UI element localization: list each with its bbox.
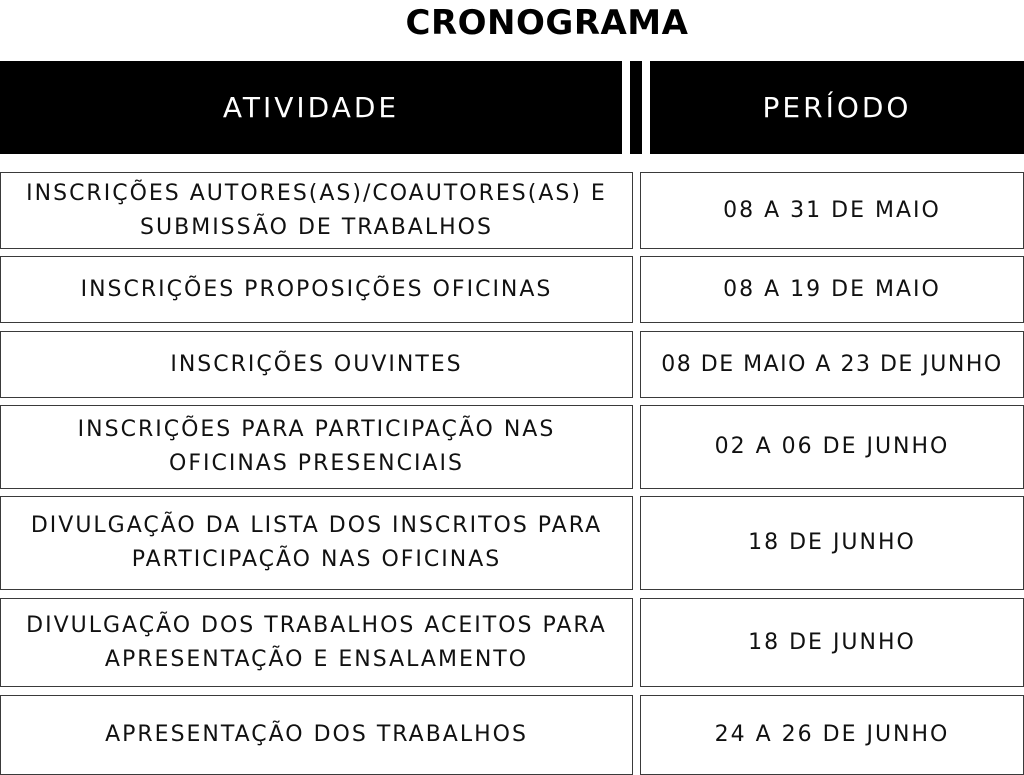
activity-text-line: DIVULGAÇÃO DOS TRABALHOS ACEITOS PARA [26, 612, 607, 638]
activity-text-line: PARTICIPAÇÃO NAS OFICINAS [131, 547, 502, 572]
period-cell [640, 598, 1024, 687]
period-text: 18 DE JUNHO [748, 629, 916, 655]
activity-text-line: APRESENTAÇÃO DOS TRABALHOS [105, 722, 528, 747]
header-period: PERÍODO [650, 61, 1024, 154]
activity-cell [0, 405, 633, 489]
period-cell [640, 405, 1024, 489]
activity-cell [0, 496, 633, 590]
period-cell [640, 172, 1024, 249]
activity-text-line: APRESENTAÇÃO E ENSALAMENTO [104, 646, 529, 672]
activity-cell [0, 331, 633, 398]
period-cell [640, 496, 1024, 590]
period-text: 24 A 26 DE JUNHO [714, 722, 950, 747]
period-text: 08 DE MAIO A 23 DE JUNHO [661, 351, 1003, 377]
activity-text-line: INSCRIÇÕES AUTORES(AS)/COAUTORES(AS) E [26, 180, 607, 206]
period-text: 08 A 19 DE MAIO [723, 276, 941, 302]
activity-cell [0, 695, 633, 775]
period-cell [640, 695, 1024, 775]
activity-cell [0, 172, 633, 249]
activity-cell [0, 256, 633, 323]
page-title: CRONOGRAMA [405, 3, 689, 43]
period-text: 08 A 31 DE MAIO [723, 197, 941, 223]
activity-text-line: INSCRIÇÕES PROPOSIÇÕES OFICINAS [80, 276, 553, 302]
period-cell [640, 256, 1024, 323]
activity-text-line: INSCRIÇÕES PARA PARTICIPAÇÃO NAS [77, 417, 556, 442]
header-activity: ATIVIDADE [0, 61, 622, 154]
activity-text-line: OFICINAS PRESENCIAIS [169, 451, 464, 476]
activity-cell [0, 598, 633, 687]
activity-text-line: SUBMISSÃO DE TRABALHOS [140, 214, 493, 240]
activity-text-line: INSCRIÇÕES OUVINTES [170, 351, 463, 377]
activity-text-line: DIVULGAÇÃO DA LISTA DOS INSCRITOS PARA [30, 513, 603, 538]
period-text: 02 A 06 DE JUNHO [714, 434, 950, 459]
period-text: 18 DE JUNHO [748, 530, 916, 555]
header-divider [630, 61, 642, 154]
period-cell [640, 331, 1024, 398]
